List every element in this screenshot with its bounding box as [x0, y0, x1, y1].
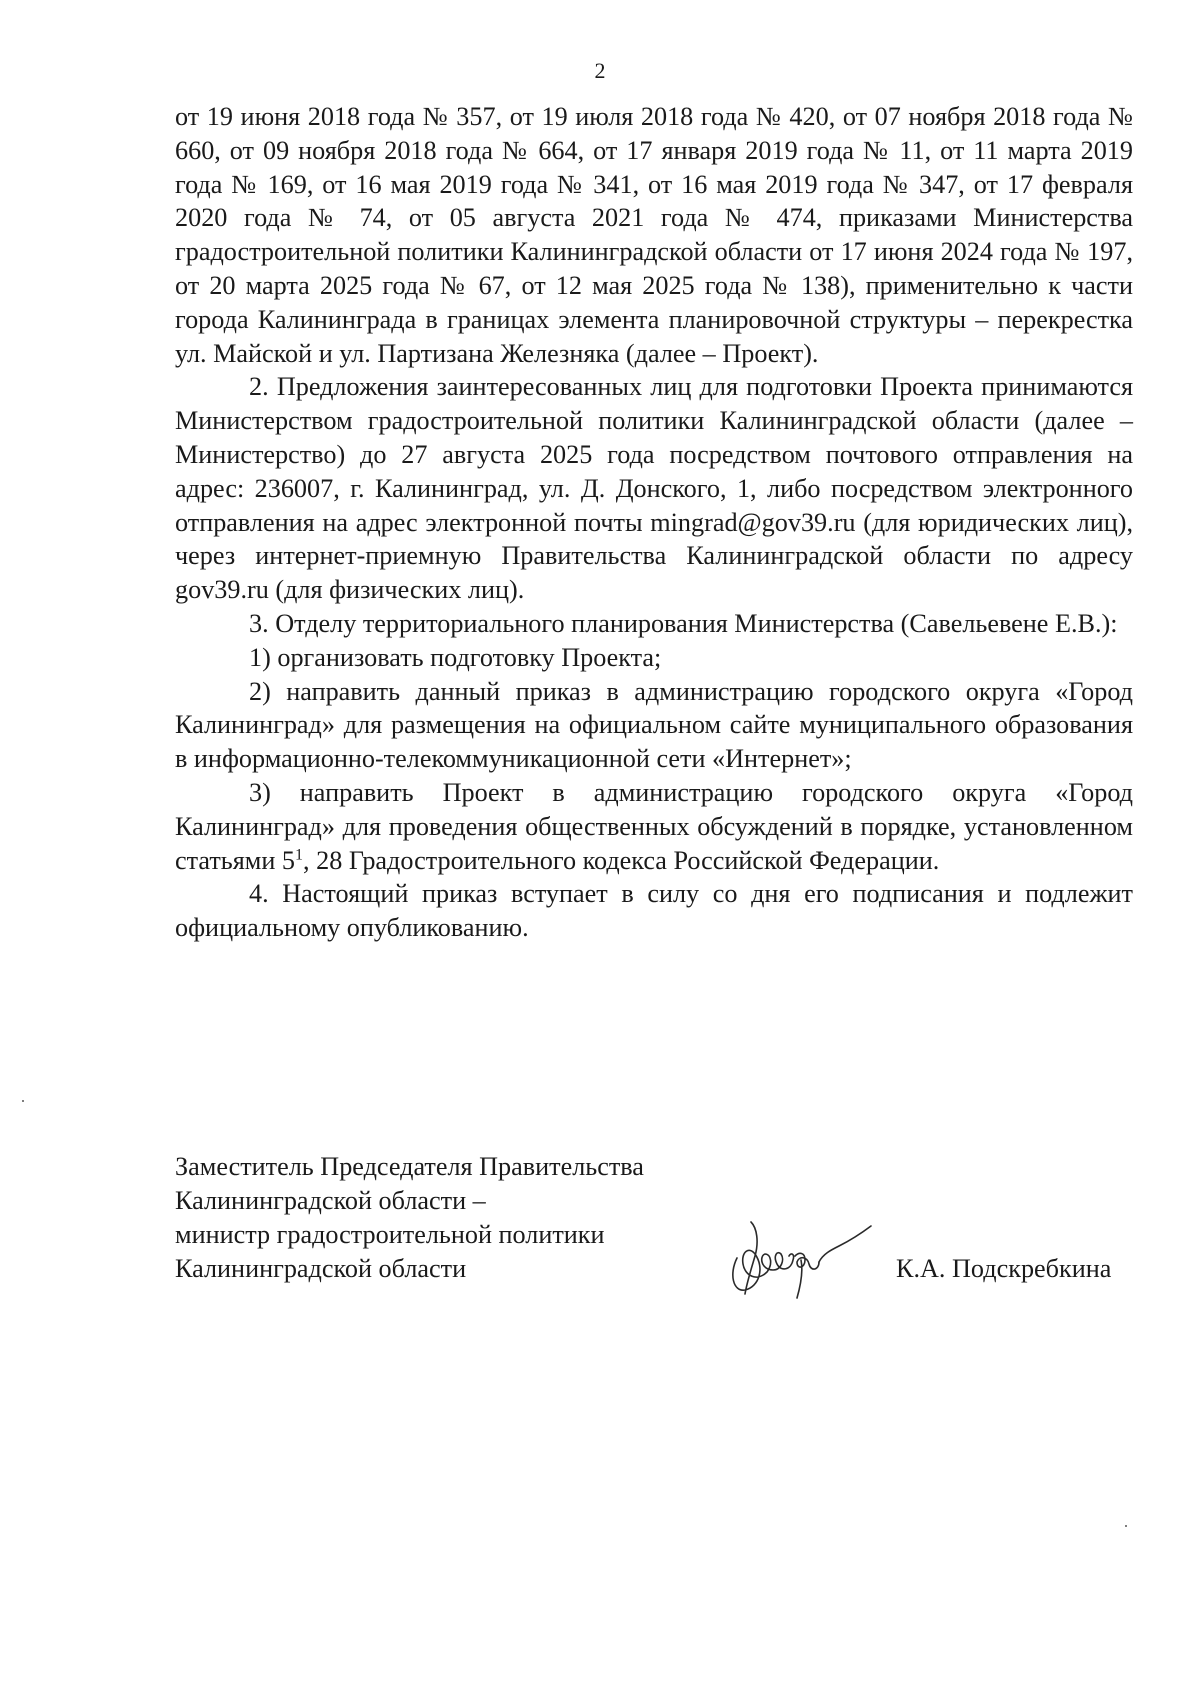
paragraph-3: 3. Отделу территориального планирования Министерства (Савельевене Е.В.):: [249, 608, 1118, 638]
signatory-title-line-4: Калининградской области: [175, 1254, 467, 1283]
paragraph-3-item-2: 2) направить данный приказ в администрацию городского округа «Город Калининград» для размещения на официальном сайте муниципального образования в информационно-телекоммуникационной сети «Интернет»;: [175, 676, 1133, 774]
page-number: 2: [594, 58, 606, 83]
signatory-title-line-1: Заместитель Председателя Правительства: [175, 1152, 644, 1181]
paragraph-3-item-1: 1) организовать подготовку Проекта;: [249, 642, 662, 672]
superscript: 1: [295, 845, 303, 863]
paragraph-3-item-3: [175, 776, 1133, 877]
document-body: [175, 100, 1133, 945]
paragraph-3-item-3-text-end: , 28 Градостроительного кодекса Российской Федерации.: [303, 845, 940, 875]
signatory-title-line-3: министр градостроительной политики: [175, 1220, 605, 1249]
paragraph-continuation: от 19 июня 2018 года № 357, от 19 июля 2018 года № 420, от 07 ноября 2018 года № 660, от 09 ноября 2018 года № 664, от 17 января 2019 года № 11, от 11 марта 2019 года № 169, от 16 мая 2019 года № 341, от 16 мая 2019 года № 347, от 17 февраля 2020 года № 74, от 05 августа 2021 года № 474, приказами Министерства градостроительной политики Калининградской области от 17 июня 2024 года № 197, от 20 марта 2025 года № 67, от 12 мая 2025 года № 138), применительно к части города Калининграда в границах элемента планировочной структуры – перекрестка ул. Майской и ул. Партизана Железняка (далее – Проект).: [175, 102, 1133, 368]
paragraph-2: 2. Предложения заинтересованных лиц для подготовки Проекта принимаются Министерством градостроительной политики Калининградской области (далее – Министерство) до 27 августа 2025 года посредством почтового отправления на адрес: 236007, г. Калининград, ул. Д. Донского, 1, либо посредством электронного отправления на адрес электронной почты mingrad@gov39.ru (для юридических лиц), через интернет-приемную Правительства Калининградской области по адресу gov39.ru (для физических лиц).: [175, 372, 1133, 605]
scan-speck: [22, 1100, 24, 1102]
handwritten-signature: [715, 1198, 875, 1308]
paragraph-3-item-3-text: 3) направить Проект в администрацию городского округа «Город Калининград» для проведения общественных обсуждений в порядке, установленном статьями 5: [175, 777, 1133, 875]
signatory-title: [175, 1150, 644, 1286]
signatory-name: К.А. Подскребкина: [896, 1254, 1112, 1283]
scan-speck: [1125, 1525, 1127, 1527]
signatory-title-line-2: Калининградской области –: [175, 1186, 486, 1215]
paragraph-4: 4. Настоящий приказ вступает в силу со дня его подписания и подлежит официальному опубликованию.: [175, 879, 1133, 943]
